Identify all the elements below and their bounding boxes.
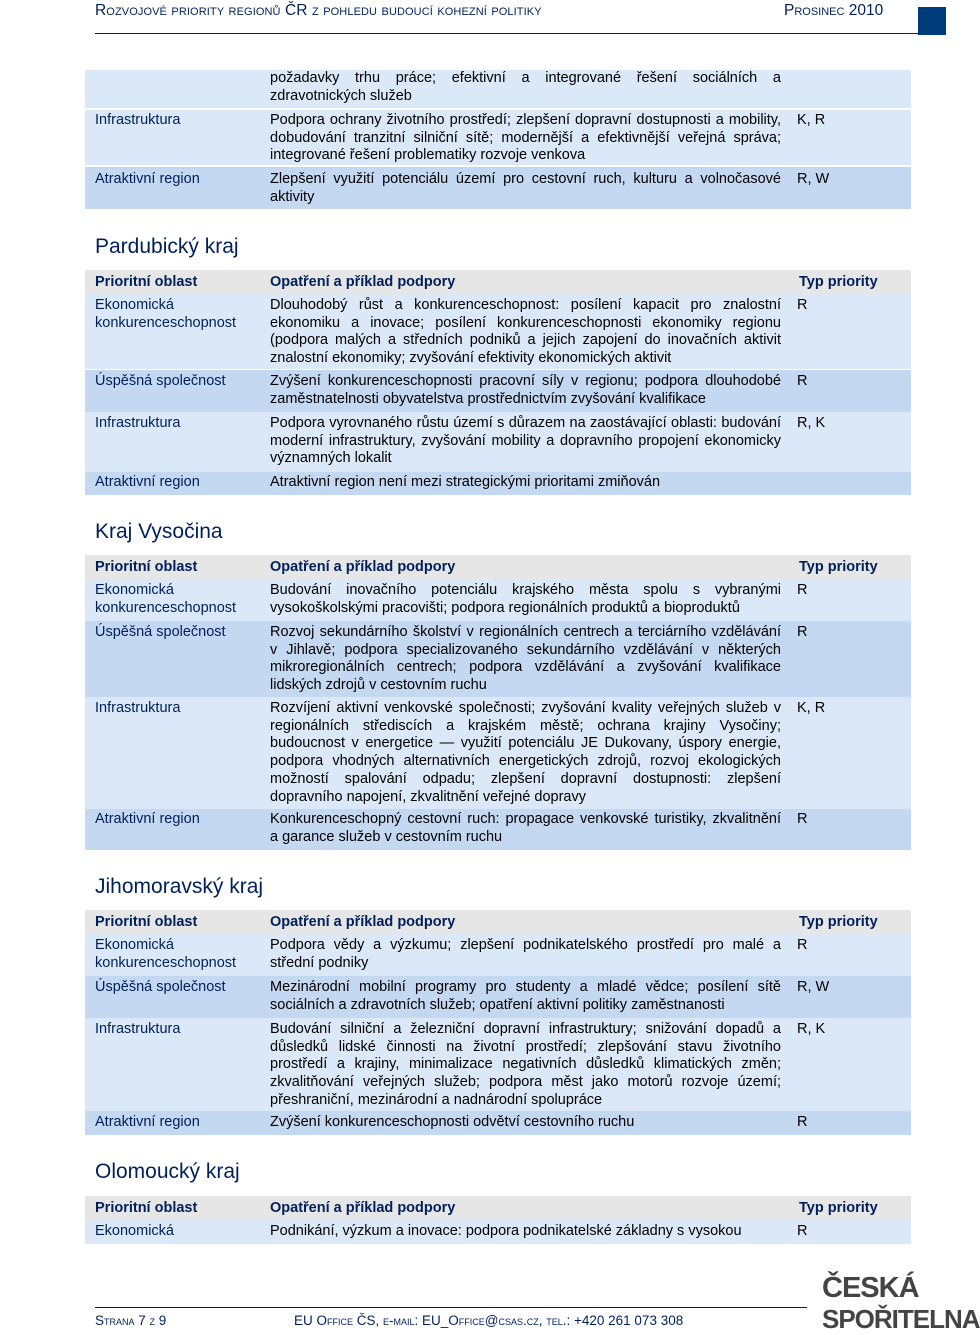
- row-priority: R: [797, 373, 808, 389]
- col-area-header: Prioritní oblast: [95, 559, 198, 575]
- col-measure-header: Opatření a příklad podpory: [270, 914, 456, 930]
- col-type-header: Typ priority: [799, 274, 878, 290]
- row-area: Atraktivní region: [95, 1114, 200, 1130]
- row-priority: R, K: [797, 1021, 826, 1037]
- table-row: [85, 110, 911, 165]
- footer-contact: EU Office ČS, e-mail: EU_Office@csas.cz, tel.: +420 261 073 308: [294, 1313, 684, 1328]
- row-description: Atraktivní region není mezi strategickými prioritami zmiňován: [270, 474, 661, 490]
- table-row: [85, 621, 911, 697]
- col-measure-header: Opatření a příklad podpory: [270, 1200, 456, 1216]
- row-area: Ekonomická konkurenceschopnost: [95, 582, 237, 616]
- table-row: [85, 472, 911, 495]
- table-row: [85, 697, 911, 809]
- document-title: Rozvojové priority regionů ČR z pohledu budoucí kohezní politiky: [95, 2, 542, 19]
- row-priority: R: [797, 1114, 808, 1130]
- row-description: požadavky trhu práce; efektivní a integrované řešení sociálních a zdravotnických služeb: [270, 70, 781, 104]
- row-description: Konkurenceschopný cestovní ruch: propagace venkovské turistiky, zkvalitnění a garance služeb v cestovním ruchu: [270, 811, 781, 845]
- row-area: Atraktivní region: [95, 811, 200, 827]
- row-area: Ekonomická: [95, 1223, 174, 1239]
- table-row: [85, 294, 911, 369]
- table-row: [85, 934, 911, 976]
- table-row: [85, 70, 911, 108]
- row-area: Infrastruktura: [95, 700, 181, 716]
- row-description: Zlepšení využití potenciálu území pro cestovní ruch, kulturu a volnočasové aktivity: [270, 171, 781, 205]
- region-title: Jihomoravský kraj: [95, 875, 264, 898]
- row-area: Úspěšná společnost: [95, 373, 226, 389]
- row-priority: K, R: [797, 700, 826, 716]
- row-description: Podpora ochrany životního prostředí; zlepšení dopravní dostupnosti a mobility, dobudování tranzitní silniční sítě; modernější a efektivnější veřejná správa; integrované řešení problematiky rozvoje venkova: [270, 112, 781, 164]
- region-title: Kraj Vysočina: [95, 520, 223, 543]
- header-divider: [95, 33, 919, 34]
- table-row: [85, 370, 911, 412]
- table-header: [85, 555, 911, 579]
- table-row: [85, 1220, 911, 1244]
- row-area: Infrastruktura: [95, 112, 181, 128]
- row-description: Podnikání, výzkum a inovace: podpora podnikatelské základny s vysokou: [270, 1223, 742, 1239]
- footer-divider: [95, 1307, 807, 1308]
- ceska-sporitelna-logo: [822, 1272, 980, 1334]
- table-row: [85, 1018, 911, 1111]
- table-row: [85, 412, 911, 472]
- row-description: Budování inovačního potenciálu krajského města spolu s vybranými vysokoškolskými pracovišti; podpora regionálních produktů a bioproduktů: [270, 582, 781, 616]
- logo-line1: ČESKÁ: [822, 1272, 919, 1304]
- row-priority: R: [797, 582, 808, 598]
- row-description: Zvýšení konkurenceschopnosti odvětví cestovního ruchu: [270, 1114, 635, 1130]
- col-type-header: Typ priority: [799, 559, 878, 575]
- row-priority: R: [797, 1223, 808, 1239]
- row-description: Budování silniční a železniční dopravní infrastruktury; snižování dopadů a důsledků lidské činnosti na životní prostředí; zlepšování stavu životního prostředí a krajiny, minimalizace negativních důsledků klimatických změn; zkvalitňování veřejných služeb; podpora měst jako motorů rozvoje území; přeshraniční, mezinárodní a nadnárodní spolupráce: [270, 1021, 781, 1108]
- row-area: Ekonomická konkurenceschopnost: [95, 297, 237, 331]
- region-title: Olomoucký kraj: [95, 1160, 240, 1183]
- row-description: Mezinárodní mobilní programy pro studenty a mladé vědce; posílení sítě sociálních a zdravotních služeb; opatření aktivní politiky zaměstnanosti: [270, 979, 781, 1013]
- row-area: Infrastruktura: [95, 1021, 181, 1037]
- row-priority: R, W: [797, 979, 830, 995]
- region-title: Pardubický kraj: [95, 235, 239, 258]
- table-row: [85, 1111, 911, 1135]
- row-priority: K, R: [797, 112, 826, 128]
- logo-line2: SPOŘITELNA: [822, 1304, 980, 1334]
- col-area-header: Prioritní oblast: [95, 274, 198, 290]
- col-measure-header: Opatření a příklad podpory: [270, 559, 456, 575]
- row-priority: R, K: [797, 415, 826, 431]
- row-priority: R: [797, 624, 808, 640]
- row-area: Infrastruktura: [95, 415, 181, 431]
- row-priority: R: [797, 937, 808, 953]
- page-number: Strana 7 z 9: [95, 1313, 167, 1328]
- row-area: Úspěšná společnost: [95, 624, 226, 640]
- table-row: [85, 976, 911, 1018]
- row-priority: R, W: [797, 171, 830, 187]
- table-header: [85, 270, 911, 294]
- col-area-header: Prioritní oblast: [95, 1200, 198, 1216]
- row-description: Zvýšení konkurenceschopnosti pracovní síly v regionu; podpora dlouhodobé zaměstnatelnosti obyvatelstva prostřednictvím zvyšování kvalifikace: [270, 373, 781, 407]
- col-area-header: Prioritní oblast: [95, 914, 198, 930]
- document-date: Prosinec 2010: [784, 2, 884, 19]
- row-description: Rozvíjení aktivní venkovské společnosti; zvyšování kvality veřejných služeb v regionálních střediscích a krajském městě; ochrana krajiny Vysočiny; budoucnost v energetice — využití potenciálu JE Dukovany, úspory energie, podpora vhodných alternativních energetických zdrojů, rozvoj ekologických možností spalování odpadu; zlepšení dopravní dostupnosti: zlepšení dopravního napojení, zkvalitnění veřejné dopravy: [270, 700, 781, 805]
- table-row: [85, 809, 911, 850]
- row-description: Podpora vyrovnaného růstu území s důrazem na zaostávající oblasti: budování moderní infrastruktury, zvyšování mobility a dopravního propojení ekonomicky významných lokalit: [270, 415, 781, 467]
- col-measure-header: Opatření a příklad podpory: [270, 274, 456, 290]
- col-type-header: Typ priority: [799, 914, 878, 930]
- brand-square-icon: [918, 7, 946, 35]
- row-area: Atraktivní region: [95, 171, 200, 187]
- col-type-header: Typ priority: [799, 1200, 878, 1216]
- table-row: [85, 579, 911, 621]
- row-area: Ekonomická konkurenceschopnost: [95, 937, 237, 971]
- row-priority: R: [797, 297, 808, 313]
- table-header: [85, 910, 911, 934]
- row-description: Dlouhodobý růst a konkurenceschopnost: posílení kapacit pro znalostní ekonomiku a inovace; posílení konkurenceschopnosti ekonomiky regionu (podpora malých a středních podniků a jejich zapojení do inovačních aktivit znalostní ekonomiky; zvyšování efektivity ekonomických aktivit: [270, 297, 781, 367]
- row-priority: R: [797, 811, 808, 827]
- table-row: [85, 167, 911, 209]
- row-area: Úspěšná společnost: [95, 979, 226, 995]
- table-header: [85, 1196, 911, 1220]
- page-header: [95, 0, 960, 36]
- row-description: Rozvoj sekundárního školství v regionálních centrech a terciárního vzdělávání v Jihlavě; podpora specializovaného sekundárního vzdělávání v některých mikroregionálních centrech; podpora vzdělávání a zvyšování kvalifikace lidských zdrojů v cestovním ruchu: [270, 624, 781, 694]
- row-area: Atraktivní region: [95, 474, 200, 490]
- row-description: Podpora vědy a výzkumu; zlepšení podnikatelského prostředí pro malé a střední podniky: [270, 937, 781, 971]
